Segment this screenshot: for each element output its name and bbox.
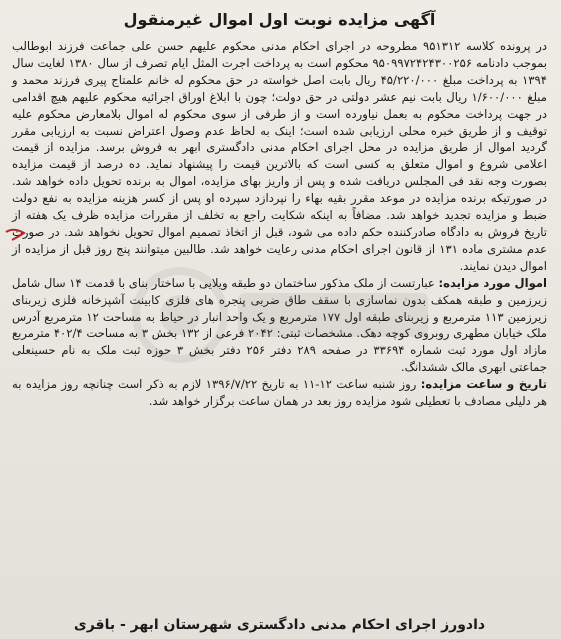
date-paragraph <box>12 376 547 410</box>
date-description: روز شنبه ساعت ۱۲-۱۱ به تاریخ ۱۳۹۶/۷/۲۲ لازم به ذکر است چنانچه روز مزایده به هر دلیلی مصادف با تعطیلی شود مزایده روز بعد در همان ساعت برگزار خواهد شد. <box>12 377 547 409</box>
notice-body <box>12 38 547 410</box>
signature-line: دادورز اجرای احکام مدنی دادگستری شهرستان ابهر - باقری <box>73 617 486 633</box>
notice-title: آگهی مزایده نوبت اول اموال غیرمنقول <box>123 10 436 29</box>
date-heading: تاریخ و ساعت مزایده: <box>420 377 548 392</box>
property-description: عبارتست از ملک مذکور ساختمان دو طبقه ویلایی با ساختار بنای با قدمت ۱۴ سال شامل زیرزمین و طبقه همکف بدون نماسازی با سقف طاق ضربی پنجره های فلزی کابینت آشپزخانه فلزی زیربنای زیرزمین ۱۱۳ مترمربع و زیربنای طبقه اول ۱۷۷ مترمربع و یک واحد انبار در حیاط به مساحت ۱۲ مترمربع آدرس ملک خیابان مطهری روبروی کوچه دهک. مشخصات ثبتی: ۲۰۴۲ فرعی از ۱۳۲ بخش ۳ به مساحت ۴۰۲/۴ مترمربع مازاد اول مورد ثبت شماره ۳۳۶۹۴ در صفحه ۲۸۹ دفتر ۲۵۶ دفتر بخش ۳ حوزه ثبت ملک به نام حسینعلی جماعتی ابهری مالک ششدانگ. <box>12 275 548 375</box>
property-paragraph <box>12 275 547 376</box>
property-heading: اموال مورد مزایده: <box>438 275 547 290</box>
intro-paragraph: در پرونده کلاسه ۹۵۱۳۱۲ مطروحه در اجرای احکام مدنی محکوم علیهم حسن علی جماعت فرزند ابوطالب بموجب دادنامه ۹۵۰۹۹۷۲۴۲۴۳۰۰۲۵۶ محکوم است به پرداخت اجرت المثل ایام تصرف از سال ۱۳۸۰ لغایت سال ۱۳۹۴ به پرداخت مبلغ ۴۵/۲۲۰/۰۰۰ ریال بابت اصل خواسته در حق محکوم له خانم علمتاج پیری فرزند محمد و مبلغ ۱/۶۰۰/۰۰۰ ریال بابت نیم عشر دولتی در حق دولت؛ چون با ابلاغ اوراق اجرائیه محکوم علیهم هیچ اقدامی در جهت پرداخت محکوم به بعمل نیاورده است و از طرفی از سوی محکوم له اموال بلامعارض محکوم علیه توقیف و از طریق خبره محلی ارزیابی شده است؛ اینک به لحاظ عدم وصول اعتراض نسبت به ارزیابی مقرر گردید اموال از طریق مزایده در محل اجرای احکام مدنی دادگستری ابهر به فروش برسد. مزایده از قیمت اعلامی شروع و اموال متعلق به کسی است که بالاترین قیمت را پیشنهاد نماید. ده درصد از قیمت مزایده بصورت وجه نقد فی المجلس دریافت شده و پس از واریز بهای مزایده، اموال به برنده تحویل داده خواهد شد. در صورتیکه برنده مزایده در موعد مقرر بقیه بهاء را نپردازد سپرده او پس از کسر هزینه مزایده به نفع دولت ضبط و مزایده تجدید خواهد شد. مضافاً به اینکه شکایت راجع به تخلف از مقررات مزایده ظرف یک هفته از تاریخ فروش به دادگاه صادرکننده حکم داده می شود، قبل از اتخاذ تصمیم اموال تحویل نخواهد شد. در صورت عدم مشتری ماده ۱۳۱ از قانون اجرای احکام مدنی رعایت خواهد شد. طالبین میتوانند پنج روز قبل از مزایده از اموال دیدن نمایند. <box>12 39 548 273</box>
red-pen-mark <box>4 228 26 242</box>
